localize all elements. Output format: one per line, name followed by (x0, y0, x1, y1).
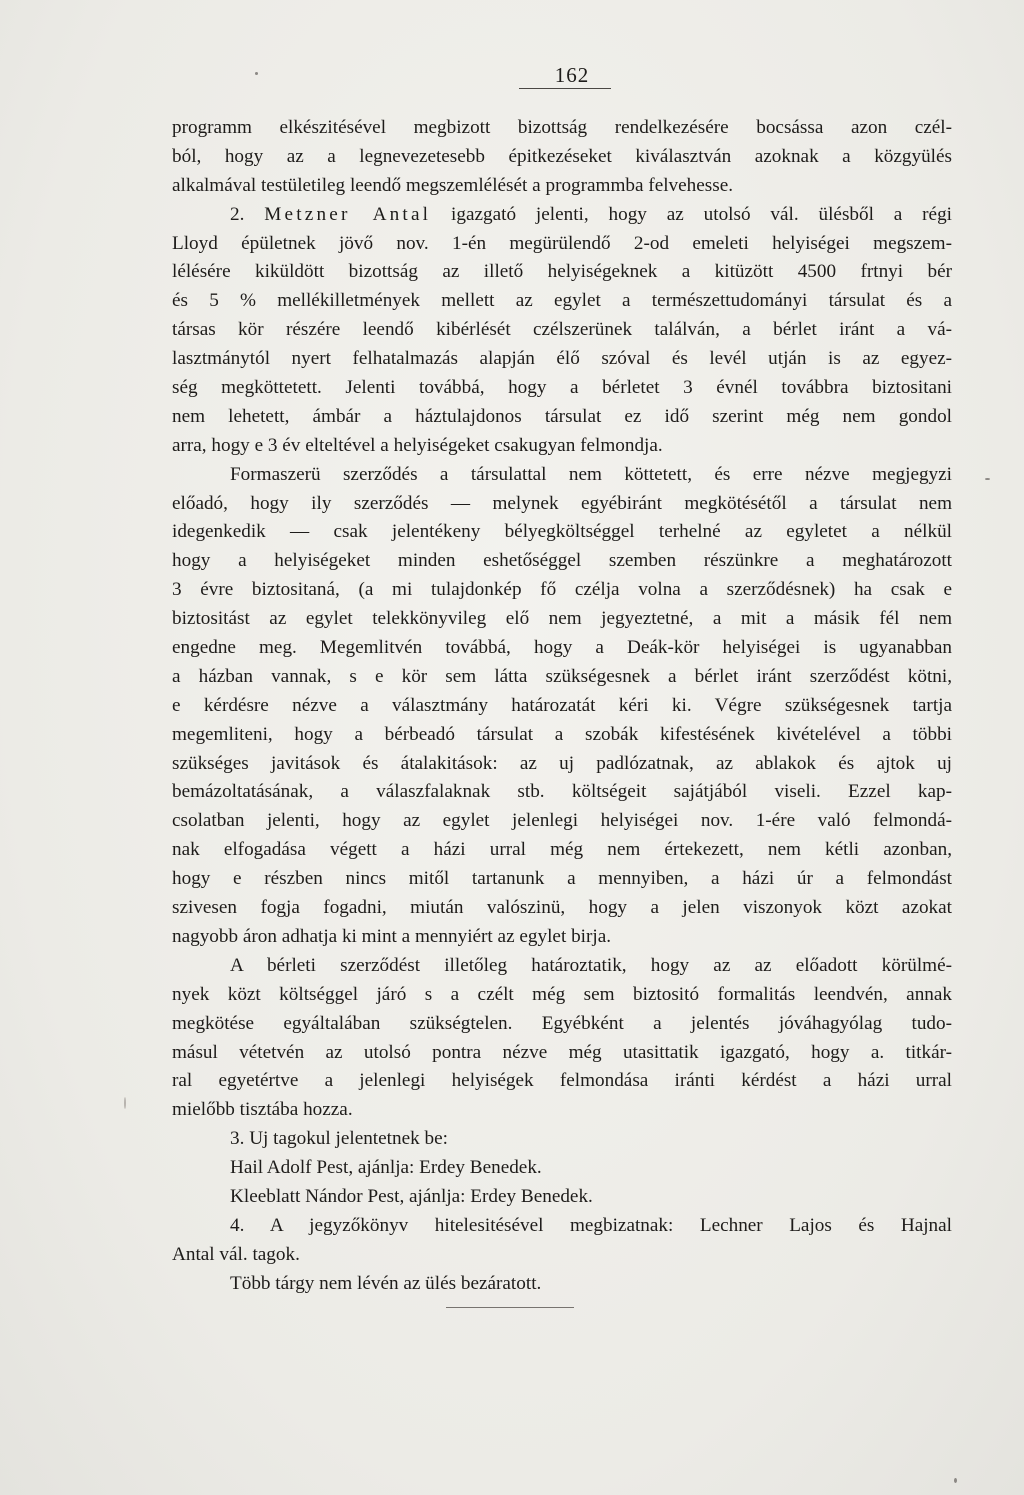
paper-speck (954, 1478, 957, 1483)
text-line: mielőbb tisztába hozza. (172, 1099, 353, 1121)
text-line: bemázoltatásának, a válaszfalaknak stb. költségeit sajátjából viseli. Ezzel kap- (172, 781, 952, 803)
text-line: ból, hogy az a legnevezetesebb épitkezéseket kiválasztván azoknak a közgyülés (172, 145, 952, 167)
end-rule (446, 1307, 574, 1308)
text-line: megemliteni, hogy a bérbeadó társulat a szobák kifestésének kivételével a többi (172, 723, 952, 745)
paper-speck (124, 1097, 126, 1109)
text-line: Több tárgy nem lévén az ülés bezáratott. (230, 1272, 542, 1294)
text-line: és 5 % mellékilletmények mellett az egylet a természettudományi társulat és a (172, 290, 952, 312)
text-line: szivesen fogja fogadni, miután valószinü, hogy a jelen viszonyok közt azokat (172, 897, 952, 919)
text-line: e kérdésre nézve a választmány határozatát kéri ki. Végre szükségesnek tartja (172, 694, 952, 716)
text-line: nagyobb áron adhatja ki mint a mennyiért az egylet birja. (172, 925, 612, 947)
text-line: a házban vannak, s e kör sem látta szükségesnek a bérlet iránt szerződést kötni, (172, 665, 952, 687)
text-line: Hail Adolf Pest, ajánlja: Erdey Benedek. (230, 1157, 542, 1179)
text-line: másul vétetvén az utolsó pontra nézve még utasittatik igazgató, hogy a. titkár- (172, 1041, 952, 1063)
text-line: lasztmánytól nyert felhatalmazás alapján élő szóval és levél utján is az egyez- (172, 348, 952, 370)
text-line: programm elkészitésével megbizott bizottság rendelkezésére bocsássa azon czél- (172, 117, 952, 138)
text-line: megkötése egyáltalában szükségtelen. Egyébként a jelentés jóváhagyólag tudo- (172, 1012, 952, 1034)
text-line: nyek közt költséggel járó s a czélt még sem biztositó formalitás leendvén, annak (172, 983, 952, 1005)
text-line: nem lehetett, ámbár a háztulajdonos társulat ez idő szerint még nem gondol (172, 405, 952, 427)
text-line: 3. Uj tagokul jelentetnek be: (230, 1128, 448, 1150)
text-line: előadó, hogy ily szerződés — melynek egyébiránt megkötésétől a társulat nem (172, 492, 952, 514)
text-line: Antal vál. tagok. (172, 1243, 300, 1265)
text-line: nak elfogadása végett a házi urral még nem értekezett, nem kétli azonban, (172, 839, 952, 861)
text-line: Kleeblatt Nándor Pest, ajánlja: Erdey Benedek. (230, 1185, 593, 1207)
text-line: csolatban jelenti, hogy az egylet jelenlegi helyiségei nov. 1-ére való felmondá- (172, 810, 952, 832)
text-line: hogy e részben nincs mitől tartanunk a mennyiben, a házi úr a felmondást (172, 868, 952, 890)
text-line-part: igazgató jelenti, hogy az utolsó vál. ülésből a régi (431, 203, 952, 225)
text-line: alkalmával testületileg leendő megszemlélését a programmba felvehesse. (172, 174, 734, 196)
text-line: 3 évre biztositaná, (a mi tulajdonkép fő czélja volna a szerződésnek) ha csak e (172, 579, 952, 601)
paper-speck (985, 478, 990, 480)
text-line: idegenkedik — csak jelentékeny bélyegköltséggel terhelné az egyletet a nélkül (172, 521, 952, 543)
body-text (172, 114, 952, 1299)
text-line: arra, hogy e 3 év elteltével a helyiségeket csakugyan felmondja. (172, 434, 663, 456)
text-line: lélésére kiküldött bizottság az illető helyiségeknek a kitüzött 4500 frtnyi bér (172, 261, 952, 283)
page-number: 162 (554, 63, 590, 87)
text-line: ség megköttetett. Jelenti továbbá, hogy a bérletet 3 évnél továbbra biztositani (172, 377, 952, 399)
page-number-rule (519, 88, 611, 89)
text-line: ral egyetértve a jelenlegi helyiségek felmondása iránti kérdést a házi urral (172, 1070, 952, 1092)
text-line: biztositást az egylet telekkönyvileg elő nem jegyeztetné, a mit a másik fél nem (172, 608, 952, 630)
text-line: A bérleti szerződést illetőleg határoztatik, hogy az az előadott körülmé- (230, 954, 952, 976)
paper-speck (255, 72, 258, 75)
text-line: hogy a helyiségeket minden eshetőséggel szemben részünkre a meghatározott (172, 550, 952, 572)
text-line: 4. A jegyzőkönyv hitelesitésével megbizatnak: Lechner Lajos és Hajnal (230, 1214, 952, 1236)
text-line: szükséges javitások és átalakitások: az uj padlózatnak, az ablakok és ajtok uj (172, 752, 952, 774)
text-line: Formaszerü szerződés a társulattal nem köttetett, és erre nézve megjegyzi (230, 463, 952, 485)
text-line-part: 2. (230, 203, 265, 225)
text-line: társas kör részére leendő kibérlését czélszerünek találván, a bérlet iránt a vá- (172, 319, 952, 341)
spaced-name: Metzner Antal (264, 203, 432, 225)
text-line: Lloyd épületnek jövő nov. 1-én megürülendő 2-od emeleti helyiségei megszem- (172, 232, 952, 254)
text-line: engedne meg. Megemlitvén továbbá, hogy a Deák-kör helyiségei is ugyanabban (172, 637, 952, 659)
text-line (172, 201, 952, 230)
